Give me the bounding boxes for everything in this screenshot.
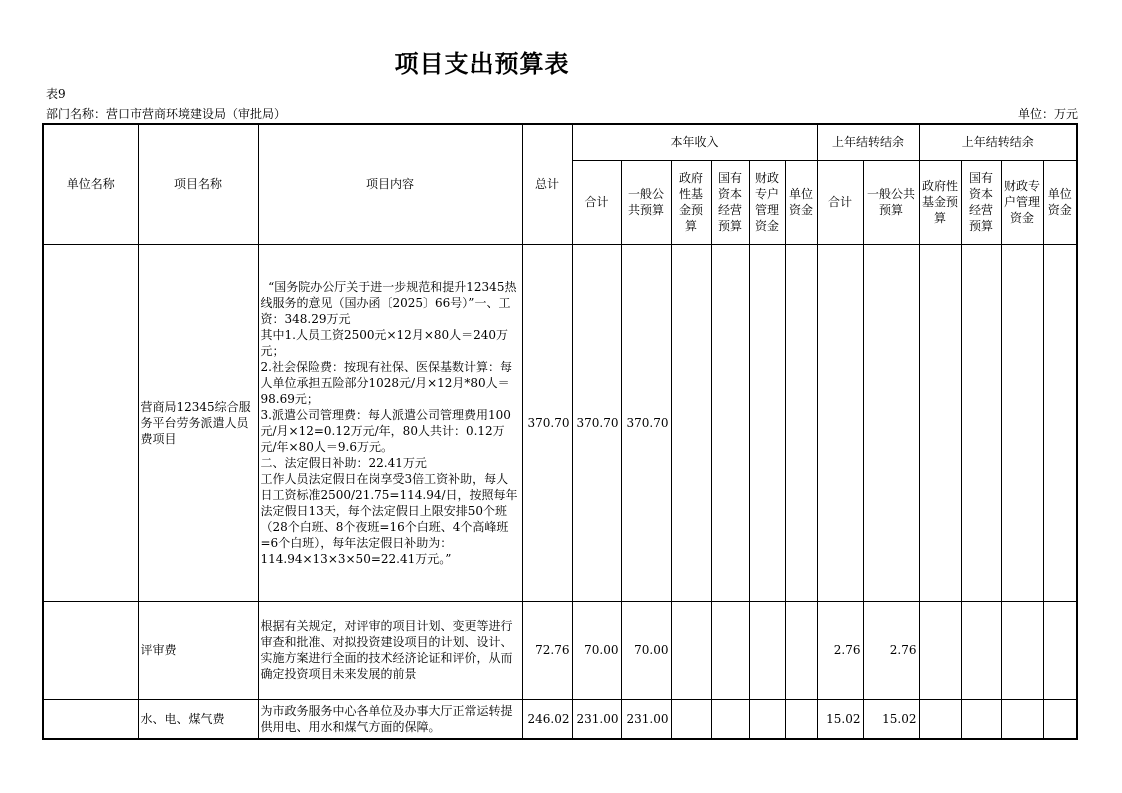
header-gov-fund-2: 政府性基金预算 — [919, 160, 961, 244]
cell-state-capital — [711, 601, 749, 699]
header-fiscal-special-2: 财政专户管理资金 — [1001, 160, 1043, 244]
project-content-text: 根据有关规定，对评审的项目计划、变更等进行审查和批准、对拟投资建设项目的计划、设计、实施方案进行全面的技术经济论证和评价，从而确定投资项目未来发展的前景 — [260, 619, 513, 681]
header-project-name: 项目名称 — [138, 124, 258, 244]
cell-gov-fund — [671, 601, 711, 699]
cell-unit-name — [43, 244, 138, 601]
cell-gov-fund — [671, 699, 711, 739]
cell-carry-state-capital — [961, 699, 1001, 739]
cell-project-content — [258, 601, 522, 699]
header-general-public: 一般公共预算 — [621, 160, 671, 244]
table-row — [43, 244, 1077, 601]
cell-total: 370.70 — [522, 244, 572, 601]
header-row-1 — [43, 124, 1077, 160]
header-carryover-a: 上年结转结余 — [817, 124, 919, 160]
cell-carry-sum: 2.76 — [817, 601, 863, 699]
cell-fiscal-special — [749, 699, 785, 739]
table-number: 表9 — [46, 87, 66, 101]
cell-sum: 70.00 — [572, 601, 621, 699]
header-unit-name: 单位名称 — [43, 124, 138, 244]
cell-fiscal-special — [749, 601, 785, 699]
cell-carry-fiscal-special — [1001, 699, 1043, 739]
project-content-text: “国务院办公厅关于进一步规范和提升12345热线服务的意见（国办函〔2025〕66号）”一、工资：348.29万元 其中1.人员工资2500元×12月×80人＝240万元； 2.社会保险费：按现有社保、医保基数计算：每人单位承担五险部分1028元/月×12月*80人＝98.69元； 3.派遣公司管理费：每人派遣公司管理费用100元/月×12=0.12万元/年，80人共计：0.12万元/年×80人＝9.6万元。 二、法定假日补助：22.41万元 工作人员法定假日在岗享受3倍工资补助，每人日工资标准2500/21.75=114.94/日，按照每年法定假日13天，每个法定假日上限安排50个班（28个白班、8个夜班=16个白班、4个高峰班=6个白班），每年法定假日补助为：114.94×13×3×50=22.41万元。” — [260, 279, 518, 566]
department-name: 部门名称：营口市营商环境建设局（审批局） — [46, 107, 287, 121]
cell-carry-gov-fund — [919, 244, 961, 601]
cell-general-public: 231.00 — [621, 699, 671, 739]
table-row — [43, 601, 1077, 699]
cell-carry-sum: 15.02 — [817, 699, 863, 739]
cell-state-capital — [711, 244, 749, 601]
cell-carry-gov-fund — [919, 601, 961, 699]
table-row — [43, 699, 1077, 739]
cell-carry-general-public — [863, 244, 919, 601]
cell-general-public: 370.70 — [621, 244, 671, 601]
cell-carry-unit-fund — [1043, 244, 1077, 601]
unit-label: 单位：万元 — [1017, 107, 1078, 121]
cell-carry-unit-fund — [1043, 601, 1077, 699]
cell-carry-fiscal-special — [1001, 244, 1043, 601]
cell-unit-name — [43, 699, 138, 739]
header-general-public-2: 一般公共预算 — [863, 160, 919, 244]
cell-project-content — [258, 244, 522, 601]
header-gov-fund: 政府性基金预算 — [671, 160, 711, 244]
page-title: 项目支出预算表 — [394, 50, 570, 78]
header-unit-fund: 单位资金 — [785, 160, 817, 244]
cell-project-name: 水、电、煤气费 — [138, 699, 258, 739]
header-fiscal-special: 财政专户管理资金 — [749, 160, 785, 244]
header-carryover-b: 上年结转结余 — [919, 124, 1077, 160]
cell-carry-state-capital — [961, 244, 1001, 601]
header-sum: 合计 — [572, 160, 621, 244]
header-unit-fund-2: 单位资金 — [1043, 160, 1077, 244]
cell-carry-gov-fund — [919, 699, 961, 739]
cell-total: 72.76 — [522, 601, 572, 699]
cell-gov-fund — [671, 244, 711, 601]
cell-unit-fund — [785, 244, 817, 601]
header-sum-2: 合计 — [817, 160, 863, 244]
cell-fiscal-special — [749, 244, 785, 601]
header-state-capital-2: 国有资本经营预算 — [961, 160, 1001, 244]
header-total: 总计 — [522, 124, 572, 244]
header-project-content: 项目内容 — [258, 124, 522, 244]
cell-carry-fiscal-special — [1001, 601, 1043, 699]
budget-table — [42, 123, 1078, 740]
cell-unit-name — [43, 601, 138, 699]
header-current-income: 本年收入 — [572, 124, 817, 160]
cell-project-content — [258, 699, 522, 739]
cell-general-public: 70.00 — [621, 601, 671, 699]
cell-state-capital — [711, 699, 749, 739]
cell-carry-sum — [817, 244, 863, 601]
cell-project-name: 评审费 — [138, 601, 258, 699]
cell-carry-general-public: 2.76 — [863, 601, 919, 699]
project-content-text: 为市政务服务中心各单位及办事大厅正常运转提供用电、用水和煤气方面的保障。 — [260, 703, 513, 734]
cell-carry-unit-fund — [1043, 699, 1077, 739]
cell-unit-fund — [785, 699, 817, 739]
cell-sum: 370.70 — [572, 244, 621, 601]
cell-carry-state-capital — [961, 601, 1001, 699]
cell-carry-general-public: 15.02 — [863, 699, 919, 739]
cell-total: 246.02 — [522, 699, 572, 739]
header-state-capital: 国有资本经营预算 — [711, 160, 749, 244]
cell-sum: 231.00 — [572, 699, 621, 739]
cell-unit-fund — [785, 601, 817, 699]
cell-project-name: 营商局12345综合服务平台劳务派遣人员费项目 — [138, 244, 258, 601]
